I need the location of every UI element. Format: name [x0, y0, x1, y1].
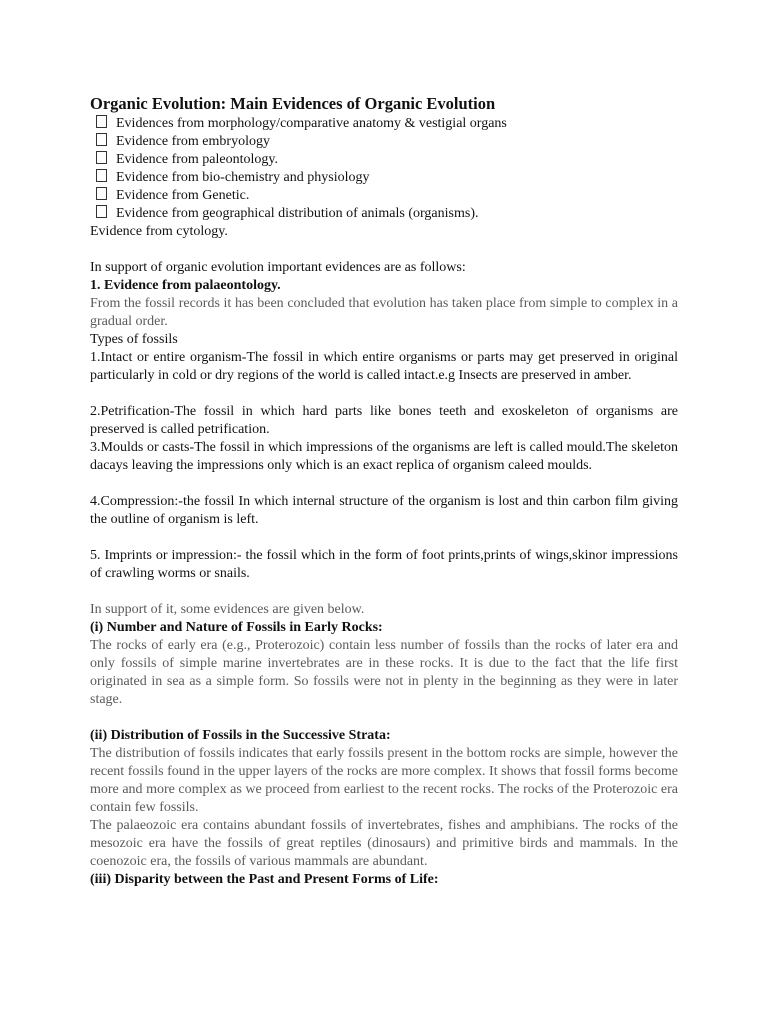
support-it-line: In support of it, some evidences are given below.: [90, 602, 365, 617]
fossil-type-3: 3.Moulds or casts-The fossil in which impressions of the organisms are left is called mould.The skeleton dacays leaving the impressions only which is an exact replica of organism caleed moulds.: [90, 440, 678, 473]
list-item: Evidence from embryology: [90, 133, 678, 151]
fossil-type-1: 1.Intact or entire organism-The fossil in which entire organisms or parts may get preserved in original particularly in cold or dry regions of the world is called intact.e.g Insects are preserved in amber.: [90, 350, 678, 383]
types-heading: Types of fossils: [90, 332, 178, 347]
list-item: Evidences from morphology/comparative anatomy & vestigial organs: [90, 115, 678, 133]
subsection-i-paragraph: The rocks of early era (e.g., Proterozoic) contain less number of fossils than the rocks of later era and only fossils of simple marine invertebrates are in these rocks. It is due to the fact that the life first originated in sea as a simple form. So fossils were not in plenty in the beginning as they were in later stage.: [90, 638, 678, 707]
fossil-record-paragraph: From the fossil records it has been concluded that evolution has taken place from simple to complex in a gradual order.: [90, 296, 678, 329]
bullet-box-icon: [96, 205, 107, 218]
bullet-box-icon: [96, 187, 107, 200]
list-item: Evidence from geographical distribution of animals (organisms).: [90, 205, 678, 223]
cytology-line: Evidence from cytology.: [90, 224, 228, 239]
bullet-box-icon: [96, 169, 107, 182]
subsection-ii-heading: (ii) Distribution of Fossils in the Successive Strata:: [90, 728, 391, 743]
bullet-box-icon: [96, 151, 107, 164]
support-intro: In support of organic evolution important evidences are as follows:: [90, 260, 466, 275]
fossil-type-5: 5. Imprints or impression:- the fossil which in the form of foot prints,prints of wings,skinor impressions of crawling worms or snails.: [90, 548, 678, 581]
list-item: Evidence from bio-chemistry and physiology: [90, 169, 678, 187]
page-title: Organic Evolution: Main Evidences of Organic Evolution: [90, 94, 496, 113]
subsection-ii-paragraph-1: The distribution of fossils indicates that early fossils present in the bottom rocks are simple, however the recent fossils found in the upper layers of the rocks are more complex. It shows that fossil forms become more and more complex as we proceed from earliest to the recent rocks. The rocks of the Proterozoic era contain few fossils.: [90, 746, 678, 815]
fossil-type-2: 2.Petrification-The fossil in which hard parts like bones teeth and exoskeleton of organisms are preserved is called petrification.: [90, 404, 678, 437]
bullet-box-icon: [96, 115, 107, 128]
subsection-i-heading: (i) Number and Nature of Fossils in Early Rocks:: [90, 620, 383, 635]
evidence-list: [90, 115, 678, 223]
list-item: Evidence from Genetic.: [90, 187, 678, 205]
section1-heading: 1. Evidence from palaeontology.: [90, 278, 281, 293]
fossil-type-4: 4.Compression:-the fossil In which internal structure of the organism is lost and thin carbon film giving the outline of organism is left.: [90, 494, 678, 527]
list-item: Evidence from paleontology.: [90, 151, 678, 169]
subsection-ii-paragraph-2: The palaeozoic era contains abundant fossils of invertebrates, fishes and amphibians. The rocks of the mesozoic era have the fossils of great reptiles (dinosaurs) and primitive birds and mammals. In the coenozoic era, the fossils of various mammals are abundant.: [90, 818, 678, 869]
bullet-box-icon: [96, 133, 107, 146]
subsection-iii-heading: (iii) Disparity between the Past and Present Forms of Life:: [90, 872, 439, 887]
document-page: [90, 94, 678, 889]
